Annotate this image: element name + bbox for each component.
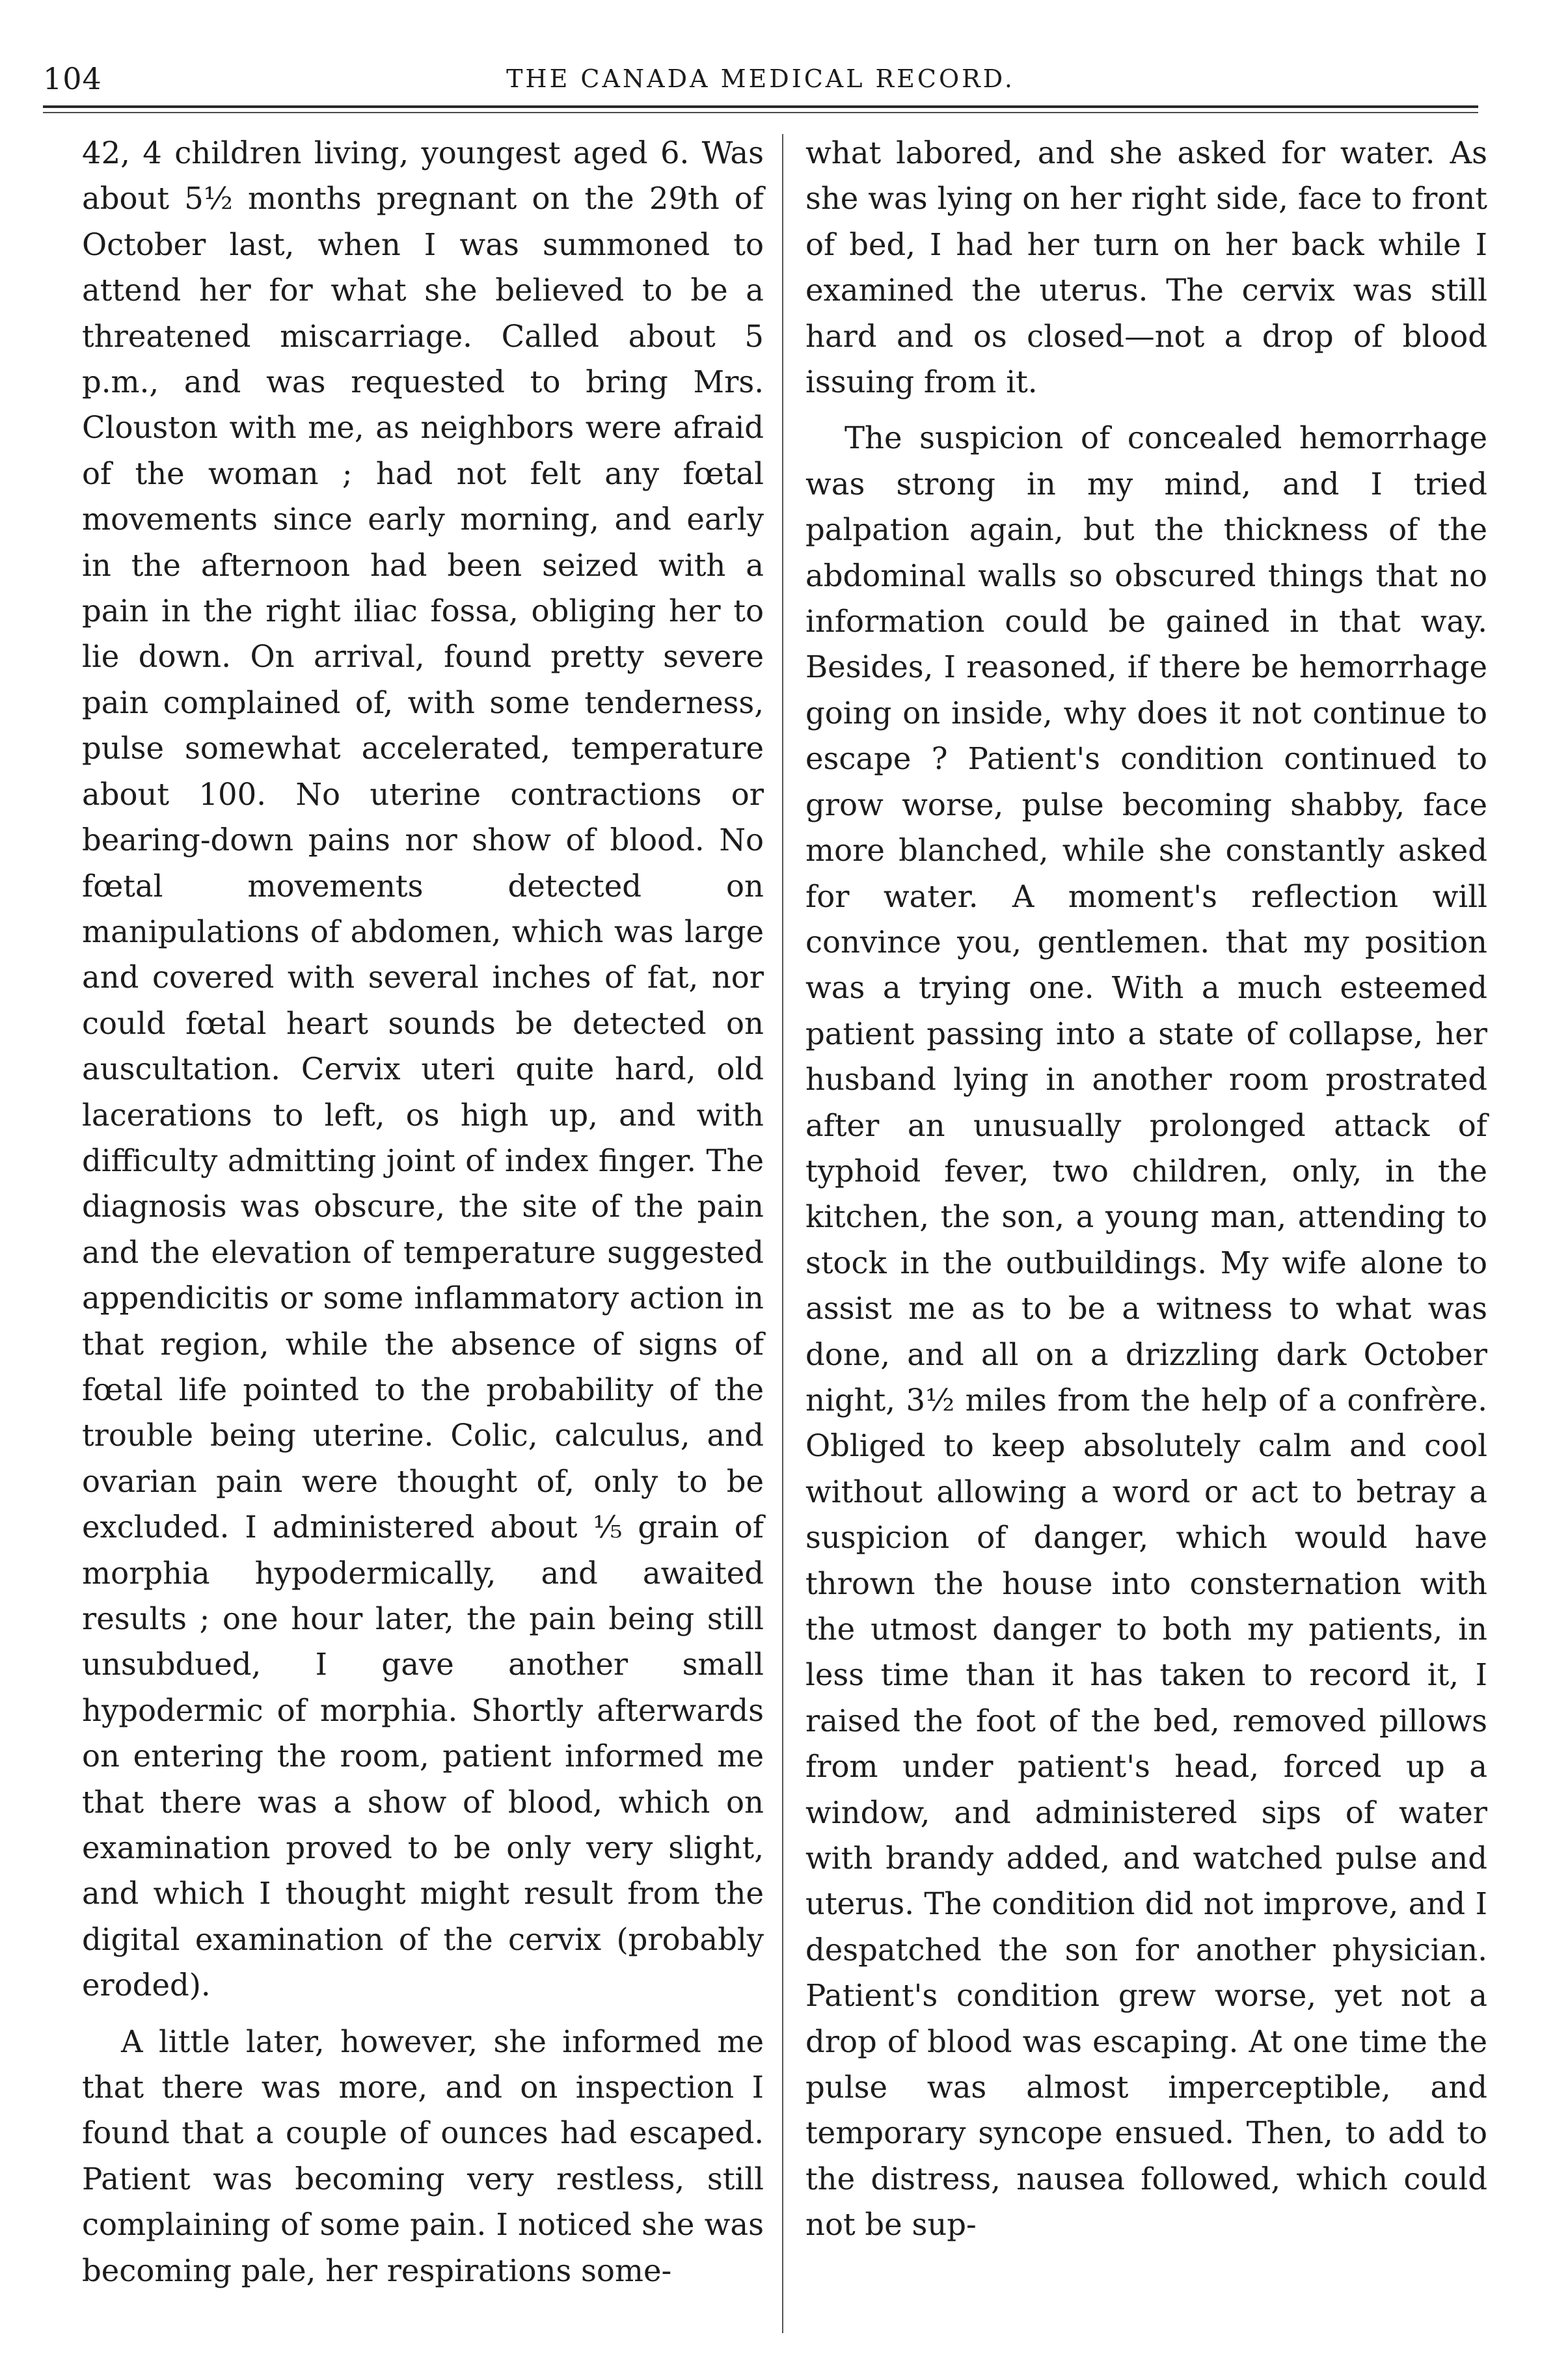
page-number: 104 xyxy=(43,61,102,96)
column-divider xyxy=(782,134,783,2333)
paragraph: The suspicion of concealed hemorrhage was strong in my mind, and I tried palpation again, but the thickness of the abdominal walls so obscured things that no information could be gained in that way. Besides, I reasoned, if there be hemorrhage going on inside, why does it not continue to escape ? Patient's condition continued to grow worse, pulse becoming shabby, face more blanched, while she constantly asked for water. A moment's reflection will convince you, gentlemen. that my position was a trying one. With a much esteemed patient passing into a state of collapse, her husband lying in another room prostrated after an unusually prolonged attack of typhoid fever, two children, only, in the kitchen, the son, a young man, attending to stock in the outbuildings. My wife alone to assist me as to be a witness to what was done, and all on a drizzling dark October night, 3½ miles from the help of a confrère. Obliged to keep absolutely calm and cool without allowing a word or act to betray a suspicion of danger, which would have thrown the house into consternation with the utmost danger to both my patients, in less time than it has taken to record it, I raised the foot of the bed, removed pillows from under patient's head, forced up a window, and administered sips of water with brandy added, and watched pulse and uterus. The condition did not improve, and I despatched the son for another physician. Patient's condition grew worse, yet not a drop of blood was escaping. At one time the pulse was almost imperceptible, and temporary syncope ensued. Then, to add to the distress, nausea followed, which could not be sup- xyxy=(805,420,1487,2243)
right-column xyxy=(805,130,1487,2258)
journal-title: THE CANADA MEDICAL RECORD. xyxy=(506,64,1015,93)
header-rule-thin xyxy=(43,112,1478,113)
paragraph: A little later, however, she informed me that there was more, and on inspection I found that a couple of ounces had escaped. Patient was becoming very restless, still complaining of some pain. I noticed she was becoming pale, her respirations some- xyxy=(82,2023,764,2288)
paragraph: what labored, and she asked for water. As she was lying on her right side, face to front of bed, I had her turn on her back while I examined the uterus. The cervix was still hard and os closed—not a drop of blood issuing from it. xyxy=(805,135,1487,400)
paragraph: 42, 4 children living, youngest aged 6. Was about 5½ months pregnant on the 29th of October last, when I was summoned to attend her for what she believed to be a threatened miscarriage. Called about 5 p.m., and was requested to bring Mrs. Clouston with me, as neighbors were afraid of the woman ; had not felt any fœtal movements since early morning, and early in the afternoon had been seized with a pain in the right iliac fossa, obliging her to lie down. On arrival, found pretty severe pain complained of, with some tenderness, pulse somewhat accelerated, temperature about 100. No uterine contractions or bearing-down pains nor show of blood. No fœtal movements detected on manipulations of abdomen, which was large and covered with several inches of fat, nor could fœtal heart sounds be detected on auscultation. Cervix uteri quite hard, old lacerations to left, os high up, and with difficulty admitting joint of index finger. The diagnosis was obscure, the site of the pain and the elevation of temperature suggested appendicitis or some inflammatory action in that region, while the absence of signs of fœtal life pointed to the probability of the trouble being uterine. Colic, calculus, and ovarian pain were thought of, only to be excluded. I administered about ⅕ grain of morphia hypodermically, and awaited results ; one hour later, the pain being still unsubdued, I gave another small hypodermic of morphia. Shortly afterwards on entering the room, patient informed me that there was a show of blood, which on examination proved to be only very slight, and which I thought might result from the digital examination of the cervix (probably eroded). xyxy=(82,135,764,2003)
left-column xyxy=(82,130,764,2304)
running-header xyxy=(43,56,1478,101)
header-rule-thick xyxy=(43,105,1478,108)
